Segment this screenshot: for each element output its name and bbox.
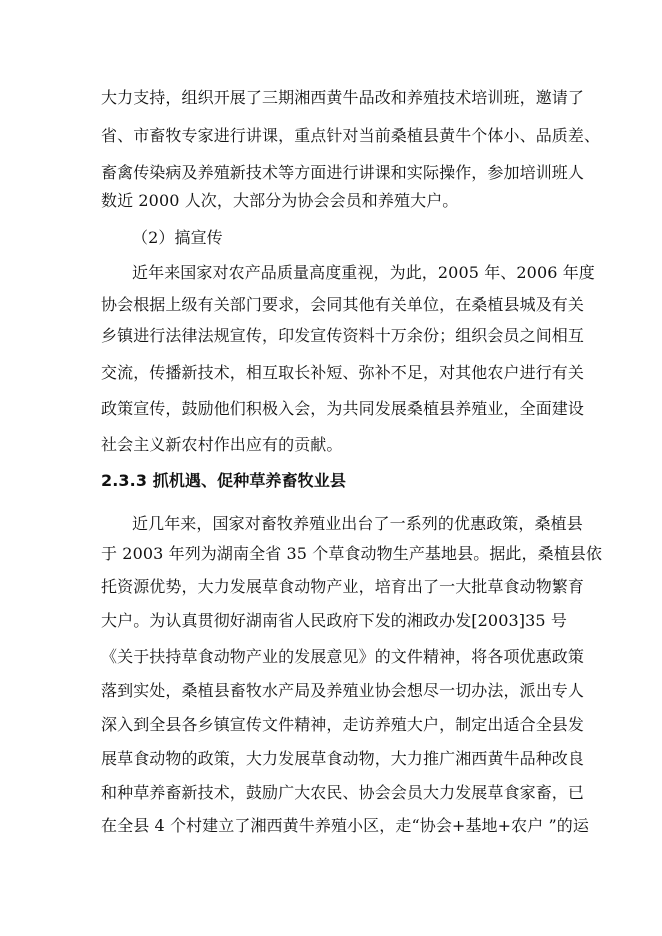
- paragraph-line: 政策宣传，鼓励他们积极入会，为共同发展桑植县养殖业，全面建设: [101, 399, 585, 418]
- paragraph-line: 交流，传播新技术，相互取长补短、弥补不足，对其他农户进行有关: [101, 363, 585, 382]
- section-heading: 2.3.3 抓机遇、促种草养畜牧业县: [101, 471, 346, 490]
- paragraph-line: 和种草养畜新技术，鼓励广大农民、协会会员大力发展草食家畜，已: [101, 783, 585, 802]
- paragraph-line: 协会根据上级有关部门要求，会同其他有关单位，在桑植县城及有关: [101, 295, 585, 314]
- paragraph-line: 在全县 4 个村建立了湘西黄牛养殖小区，走“协会+基地+农户 ”的运: [101, 816, 590, 835]
- paragraph-line: 畜禽传染病及养殖新技术等方面进行讲课和实际操作，参加培训班人: [101, 163, 585, 182]
- paragraph-line: 托资源优势，大力发展草食动物产业，培育出了一大批草食动物繁育: [101, 577, 585, 596]
- subsection-title: （2）搞宣传: [132, 228, 223, 247]
- paragraph-line: 展草食动物的政策，大力发展草食动物，大力推广湘西黄牛品种改良: [101, 749, 585, 768]
- paragraph-line: 《关于扶持草食动物产业的发展意见》的文件精神，将各项优惠政策: [101, 647, 585, 666]
- paragraph-line: 社会主义新农村作出应有的贡献。: [101, 435, 343, 454]
- paragraph-line: 近年来国家对农产品质量高度重视，为此，2005 年、2006 年度: [132, 263, 595, 282]
- paragraph-line: 深入到全县各乡镇宣传文件精神，走访养殖大户，制定出适合全县发: [101, 715, 585, 734]
- paragraph-line: 近几年来，国家对畜牧养殖业出台了一系列的优惠政策，桑植县: [132, 514, 583, 533]
- paragraph-line: 于 2003 年列为湖南全省 35 个草食动物生产基地县。据此，桑植县依: [101, 544, 603, 563]
- paragraph-line: 数近 2000 人次，大部分为协会会员和养殖大户。: [101, 191, 459, 210]
- paragraph-line: 大户。为认真贯彻好湖南省人民政府下发的湘政办发[2003]35 号: [101, 611, 567, 630]
- paragraph-line: 乡镇进行法律法规宣传，印发宣传资料十万余份；组织会员之间相互: [101, 326, 585, 345]
- paragraph-line: 落到实处，桑植县畜牧水产局及养殖业协会想尽一切办法，派出专人: [101, 681, 585, 700]
- paragraph-line: 省、市畜牧专家进行讲课，重点针对当前桑植县黄牛个体小、品质差、: [101, 126, 601, 145]
- paragraph-line: 大力支持，组织开展了三期湘西黄牛品改和养殖技术培训班，邀请了: [101, 88, 585, 107]
